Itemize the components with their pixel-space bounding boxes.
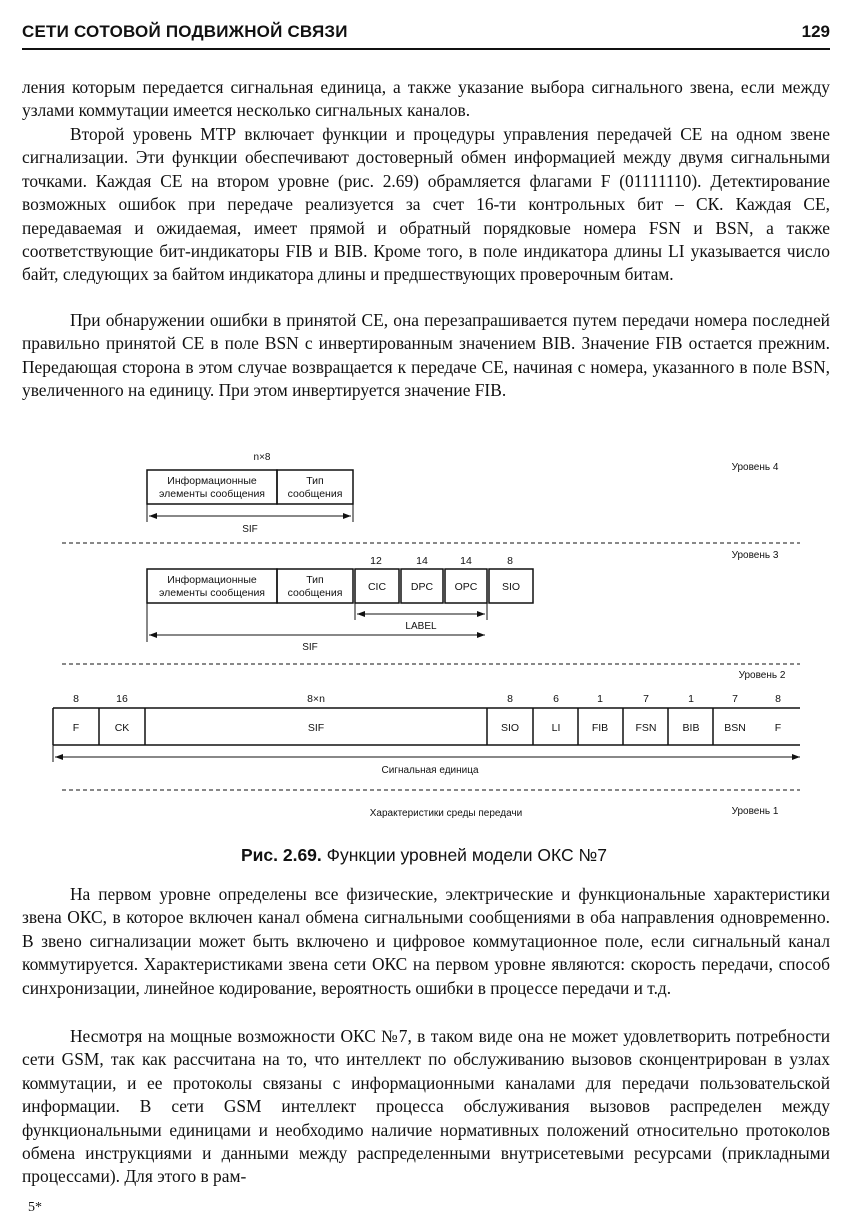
level3-box-opc: [445, 569, 487, 603]
level4-box-info-line2: элементы сообщения: [159, 488, 265, 500]
level2-field-li: LI: [551, 722, 561, 734]
level2-field-ck: CK: [114, 722, 130, 734]
level2-size-f1: 8: [73, 693, 79, 705]
level4-box-type-line2: сообщения: [287, 488, 343, 500]
level3-label: Уровень 3: [731, 550, 779, 561]
level2-size-sif: 8×n: [307, 693, 325, 705]
level2-signal-unit-label: Сигнальная единица: [381, 765, 479, 776]
level2-label: Уровень 2: [738, 670, 786, 681]
level4-label: Уровень 4: [731, 462, 779, 473]
level3-sif-span: SIF: [302, 642, 318, 653]
level3-size-cic: 12: [370, 555, 382, 567]
running-header: [22, 14, 830, 50]
level2-field-fsn: FSN: [635, 722, 657, 734]
level1-label: Уровень 1: [731, 806, 779, 817]
level2-field-fib: FIB: [591, 722, 609, 734]
level3-box-dpc: [401, 569, 443, 603]
level3-box-message-type: [277, 569, 353, 603]
level2-field-sif: SIF: [307, 722, 325, 734]
level1-text: Характеристики среды передачи: [369, 808, 523, 819]
level3-cic-text: CIC: [367, 581, 387, 593]
figure-diagram: [0, 440, 848, 820]
level2-size-sio: 8: [507, 693, 513, 705]
level2-field-f2: F: [774, 722, 782, 734]
level2-size-li: 6: [553, 693, 559, 705]
page-number: 129: [801, 22, 830, 41]
level3-size-opc: 14: [460, 555, 472, 567]
paragraph-3: При обнаружении ошибки в принятой СЕ, она перезапрашивается путем передачи номера последней правильно принятой СЕ в поле BSN с инвертированным значением BIB. Значение FIB остается прежним. Передающая сторона в этом случае возвращается к передаче СЕ, начиная с номера, указанного в поле BSN, увеличенного на единицу. При этом инвертируется значение FIB.: [22, 310, 830, 401]
level3-dpc-text: DPC: [410, 581, 434, 593]
level4-box-info-elements: [147, 470, 277, 504]
level3-size-sio: 8: [507, 555, 513, 567]
level3-box-cic: [355, 569, 399, 603]
level4-sif-label: SIF: [242, 524, 258, 535]
level3-box-type-line2: сообщения: [287, 587, 343, 599]
level2-field-bsn: BSN: [724, 722, 746, 734]
level3-label-span: LABEL: [405, 621, 437, 632]
figure-caption-text: Функции уровней модели ОКС №7: [326, 845, 608, 865]
paragraph-5: Несмотря на мощные возможности ОКС №7, в таком виде она не может удовлетворить потребности сети GSM, так как рассчитана на то, что интеллект по обслуживанию вызовов сконцентрирован в узлах коммутации, и ее протоколы связаны с информационными каналами для передачи пользовательской информации. В сети GSM интеллект процесса обслуживания вызовов распределен между функциональными единицами и необходимо наличие нормативных положений относительно протоколов обмена инструкциями и данными между распределенными внутрисетевыми ресурсами (прикладными процессами). Для этого в рам-: [22, 1026, 830, 1187]
signature-mark: 5*: [28, 1200, 42, 1215]
level3-box-info-line2: элементы сообщения: [159, 587, 265, 599]
level2-size-ck: 16: [116, 693, 128, 705]
level3-box-info-elements: [147, 569, 277, 603]
level3-opc-text: OPC: [454, 581, 478, 593]
level2-size-f2: 8: [775, 693, 781, 705]
running-header-title: СЕТИ СОТОВОЙ ПОДВИЖНОЙ СВЯЗИ: [22, 22, 348, 41]
level2-size-fib: 1: [597, 693, 603, 705]
level4-box-message-type: [277, 470, 353, 504]
level3-box-type-line1: Тип: [306, 574, 324, 586]
level2-field-f1: F: [72, 722, 80, 734]
level2-size-bib: 1: [688, 693, 694, 705]
level3-sio-text: SIO: [501, 581, 521, 593]
level2-size-fsn: 7: [643, 693, 649, 705]
figure-2-69: [0, 440, 848, 820]
level4-box-info-line1: Информационные: [167, 475, 257, 487]
level3-box-info-line1: Информационные: [167, 574, 257, 586]
figure-caption-number: Рис. 2.69.: [240, 845, 322, 865]
paragraph-4: На первом уровне определены все физические, электрические и функциональные характеристики звена ОКС, в которое включен канал обмена сигнальными сообщениями в оба направления одновременно. В звено сигнализации может быть включено и цифровое коммутационное поле, если сигнальный канал коммутируется. Характеристиками звена сети ОКС на первом уровне являются: скорость передачи, способ синхронизации, линейное кодирование, вероятность ошибки в процессе передачи и т.д.: [22, 884, 830, 998]
level2-size-bsn: 7: [732, 693, 738, 705]
level3-size-dpc: 14: [416, 555, 428, 567]
paragraph-2: Второй уровень МТР включает функции и процедуры управления передачей СЕ на одном звене сигнализации. Эти функции обеспечивают достоверный обмен информацией между двумя сигнальными точками. Каждая СЕ на втором уровне (рис. 2.69) обрамляется флагами F (01111110). Детектирование возможных ошибок при передаче реализуется за счет 16-ти контрольных бит – СК. Каждая СЕ, передаваемая и ожидаемая, имеет прямой и обратный порядковые номера FSN и BSN, а также соответствующие бит-индикаторы FIB и BIB. Кроме того, в поле индикатора длины LI указывается число байт, следующих за байтом индикатора длины и предшествующих проверочным битам.: [22, 124, 830, 285]
paragraph-1: ления которым передается сигнальная единица, а также указание выбора сигнального звена, если между узлами коммутации имеется несколько сигнальных каналов.: [22, 77, 830, 121]
figure-caption: [0, 845, 848, 866]
level2-field-bib: BIB: [682, 722, 700, 734]
level2-field-sio: SIO: [500, 722, 520, 734]
level4-box-type-line1: Тип: [306, 475, 324, 487]
level4-size-label: n×8: [253, 452, 271, 463]
level3-box-sio: [489, 569, 533, 603]
